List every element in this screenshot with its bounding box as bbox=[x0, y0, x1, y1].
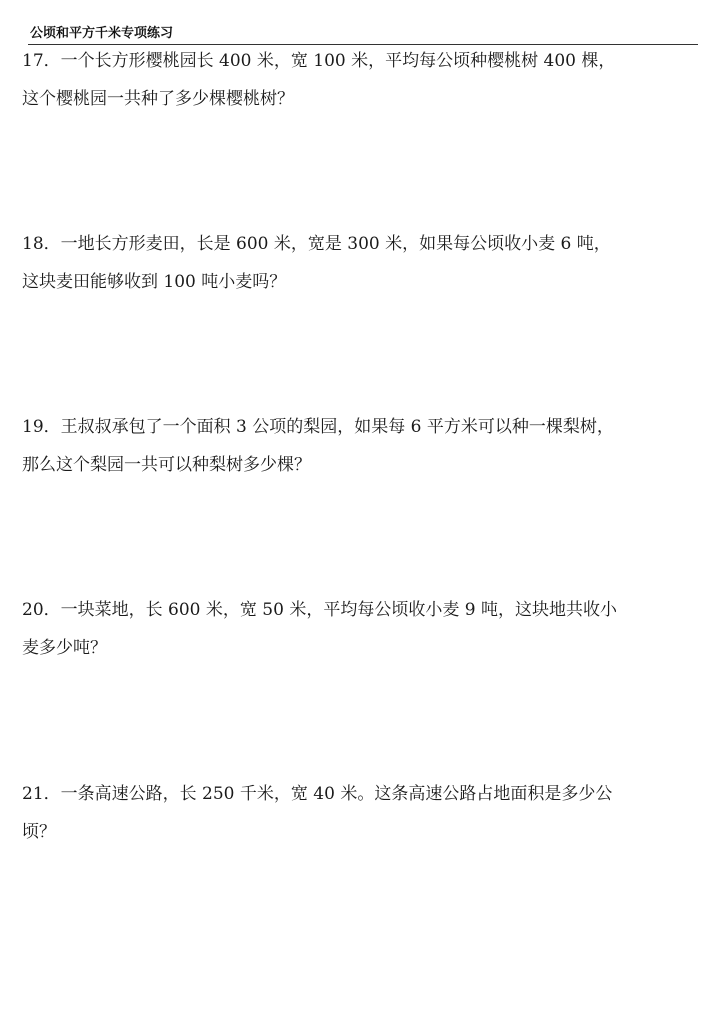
problem-21 bbox=[22, 775, 702, 851]
problem-20-line-1: 20．一块菜地，长 600 米，宽 50 米，平均每公顷收小麦 9 吨，这块地共收小 bbox=[22, 600, 617, 620]
problem-21-line-1: 21．一条高速公路，长 250 千米，宽 40 米。这条高速公路占地面积是多少公 bbox=[22, 784, 613, 804]
problem-19-line-1: 19．王叔叔承包了一个面积 3 公项的梨园，如果每 6 平方米可以种一棵梨树， bbox=[22, 417, 614, 437]
problem-19 bbox=[22, 408, 702, 484]
worksheet-title: 公顷和平方千米专项练习 bbox=[30, 26, 174, 41]
problem-17 bbox=[22, 42, 702, 118]
problem-20 bbox=[22, 591, 702, 667]
problem-18 bbox=[22, 225, 702, 301]
problem-18-line-1: 18．一地长方形麦田，长是 600 米，宽是 300 米，如果每公顷收小麦 6 吨， bbox=[22, 234, 611, 254]
problem-17-line-2: 这个樱桃园一共种了多少棵樱桃树？ bbox=[22, 89, 294, 109]
problem-17-line-1: 17．一个长方形樱桃园长 400 米，宽 100 米，平均每公顷种樱桃树 400 棵， bbox=[22, 51, 616, 71]
problem-19-line-2: 那么这个梨园一共可以种梨树多少棵？ bbox=[22, 455, 311, 475]
problem-20-line-2: 麦多少吨？ bbox=[22, 638, 107, 658]
problem-21-line-2: 顷？ bbox=[22, 822, 56, 842]
problem-18-line-2: 这块麦田能够收到 100 吨小麦吗？ bbox=[22, 272, 287, 292]
